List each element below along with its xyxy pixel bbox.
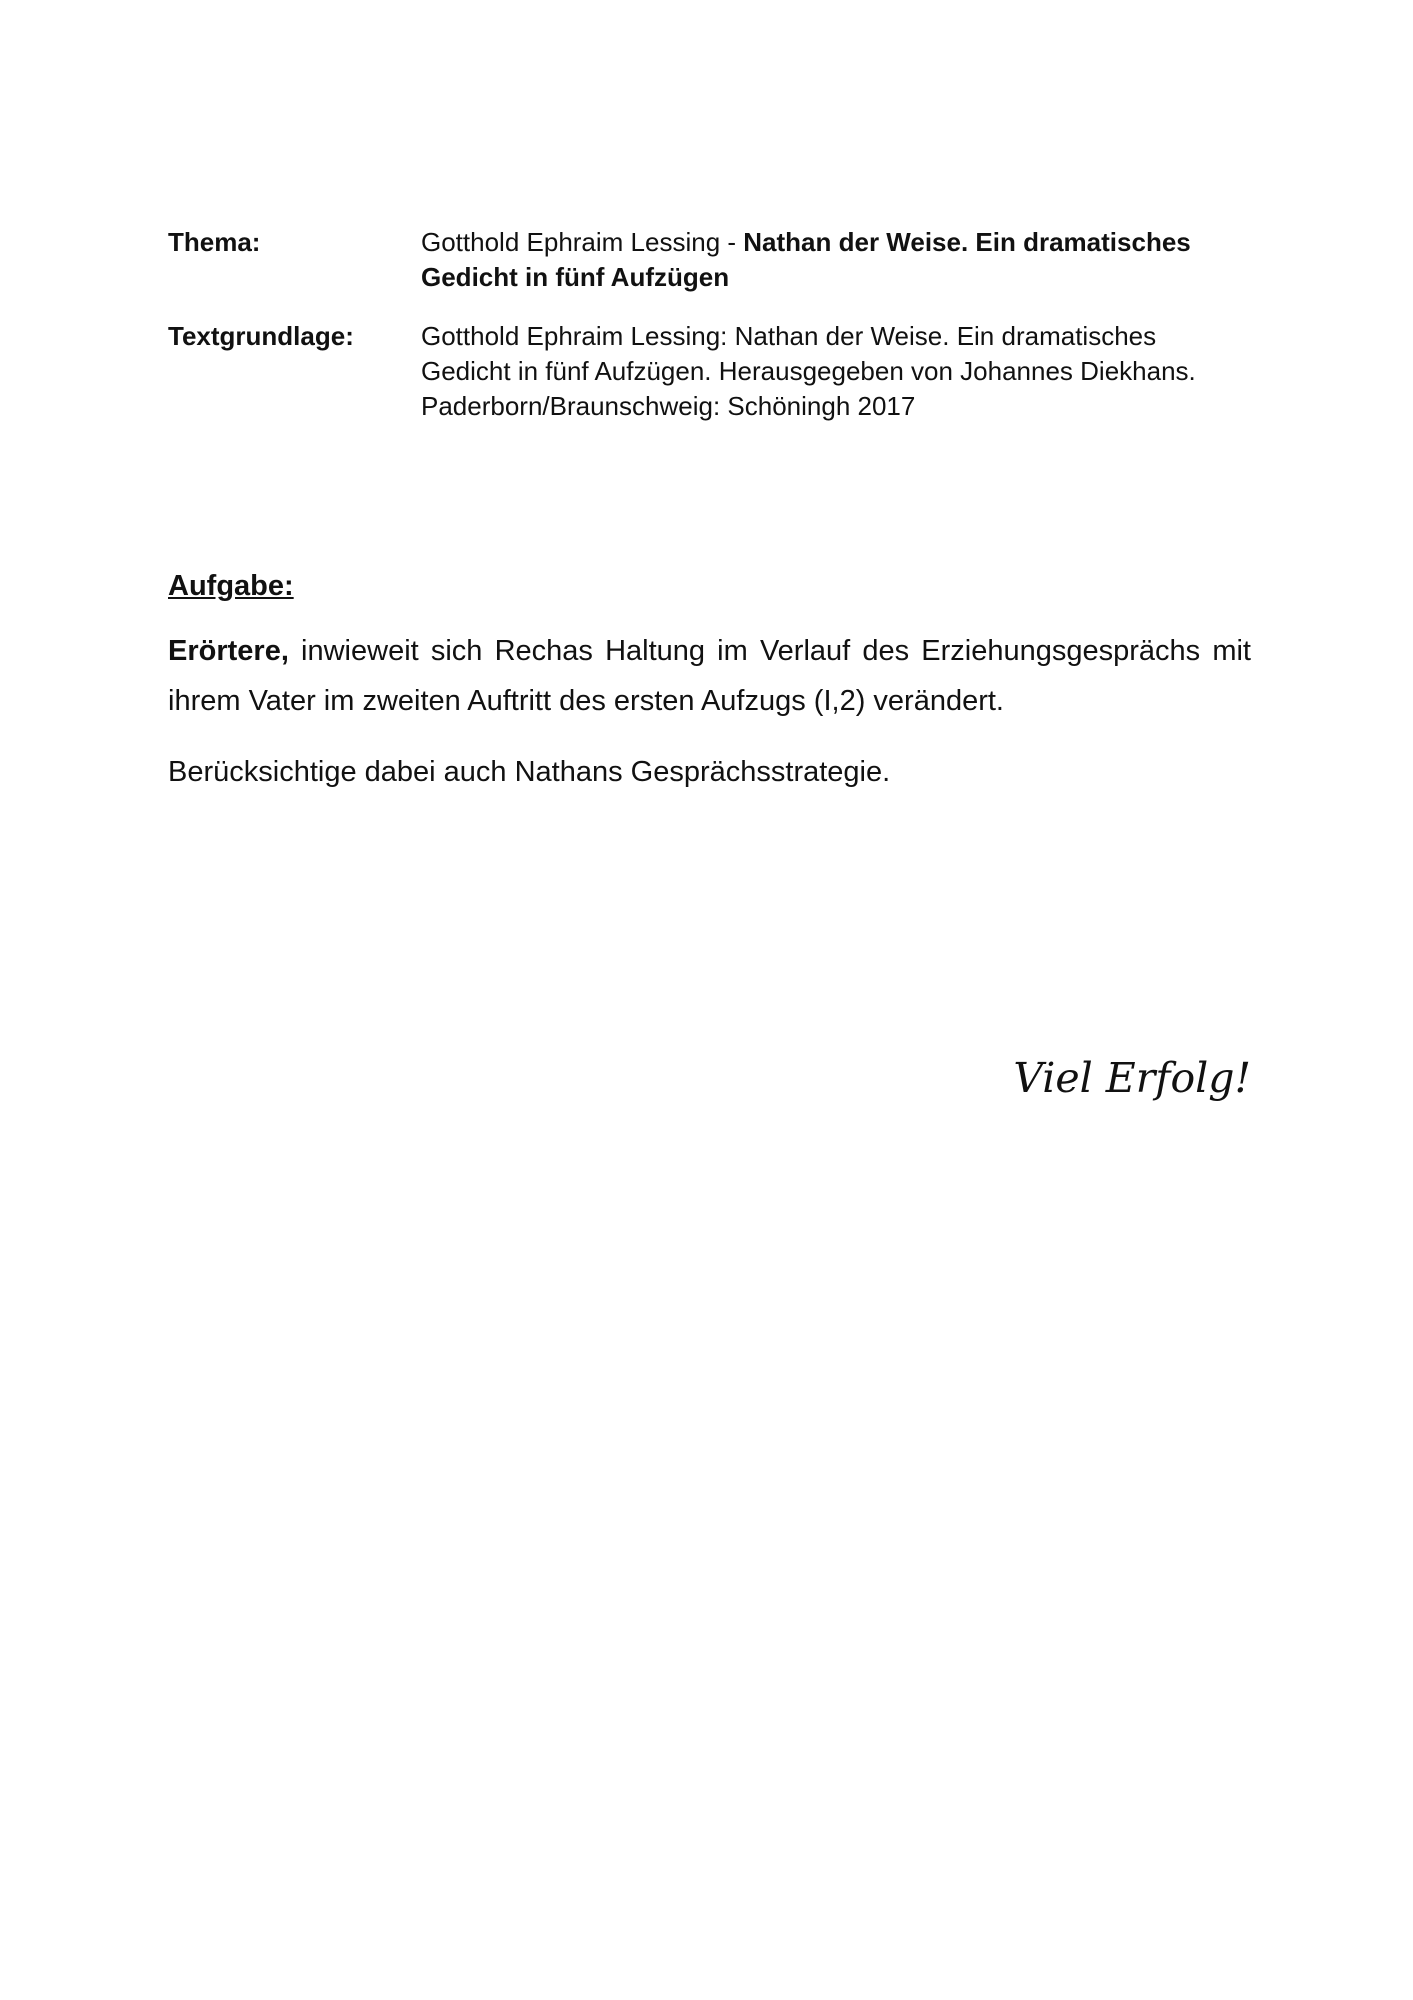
textgrundlage-label: Textgrundlage:	[168, 321, 354, 351]
textgrundlage-line-2: Gedicht in fünf Aufzügen. Herausgegeben von Johannes Diekhans.	[421, 356, 1196, 386]
thema-value	[421, 225, 1248, 295]
thema-label: Thema:	[168, 227, 261, 257]
thema-title: Nathan der Weise. Ein dramatisches Gedicht in fünf Aufzügen	[421, 227, 1191, 292]
task-note: Berücksichtige dabei auch Nathans Gesprächsstrategie.	[168, 756, 891, 788]
textgrundlage-value	[421, 319, 1248, 424]
textgrundlage-line-1: Gotthold Ephraim Lessing: Nathan der Weise. Ein dramatisches	[421, 321, 1157, 351]
thema-author: Gotthold Ephraim Lessing -	[421, 227, 744, 257]
task-text: inwieweit sich Rechas Haltung im Verlauf des Erziehungsgesprächs mit ihrem Vater im zweiten Auftritt des ersten Aufzugs (I,2) verändert.	[168, 635, 1251, 717]
textgrundlage-row	[168, 319, 1248, 424]
closing-greeting: Viel Erfolg!	[1013, 1054, 1251, 1102]
thema-row	[168, 225, 1248, 295]
task-heading: Aufgabe:	[168, 570, 294, 602]
task-verb: Erörtere,	[168, 635, 289, 667]
task-body	[168, 626, 1251, 726]
textgrundlage-line-3: Paderborn/Braunschweig: Schöningh 2017	[421, 391, 916, 421]
